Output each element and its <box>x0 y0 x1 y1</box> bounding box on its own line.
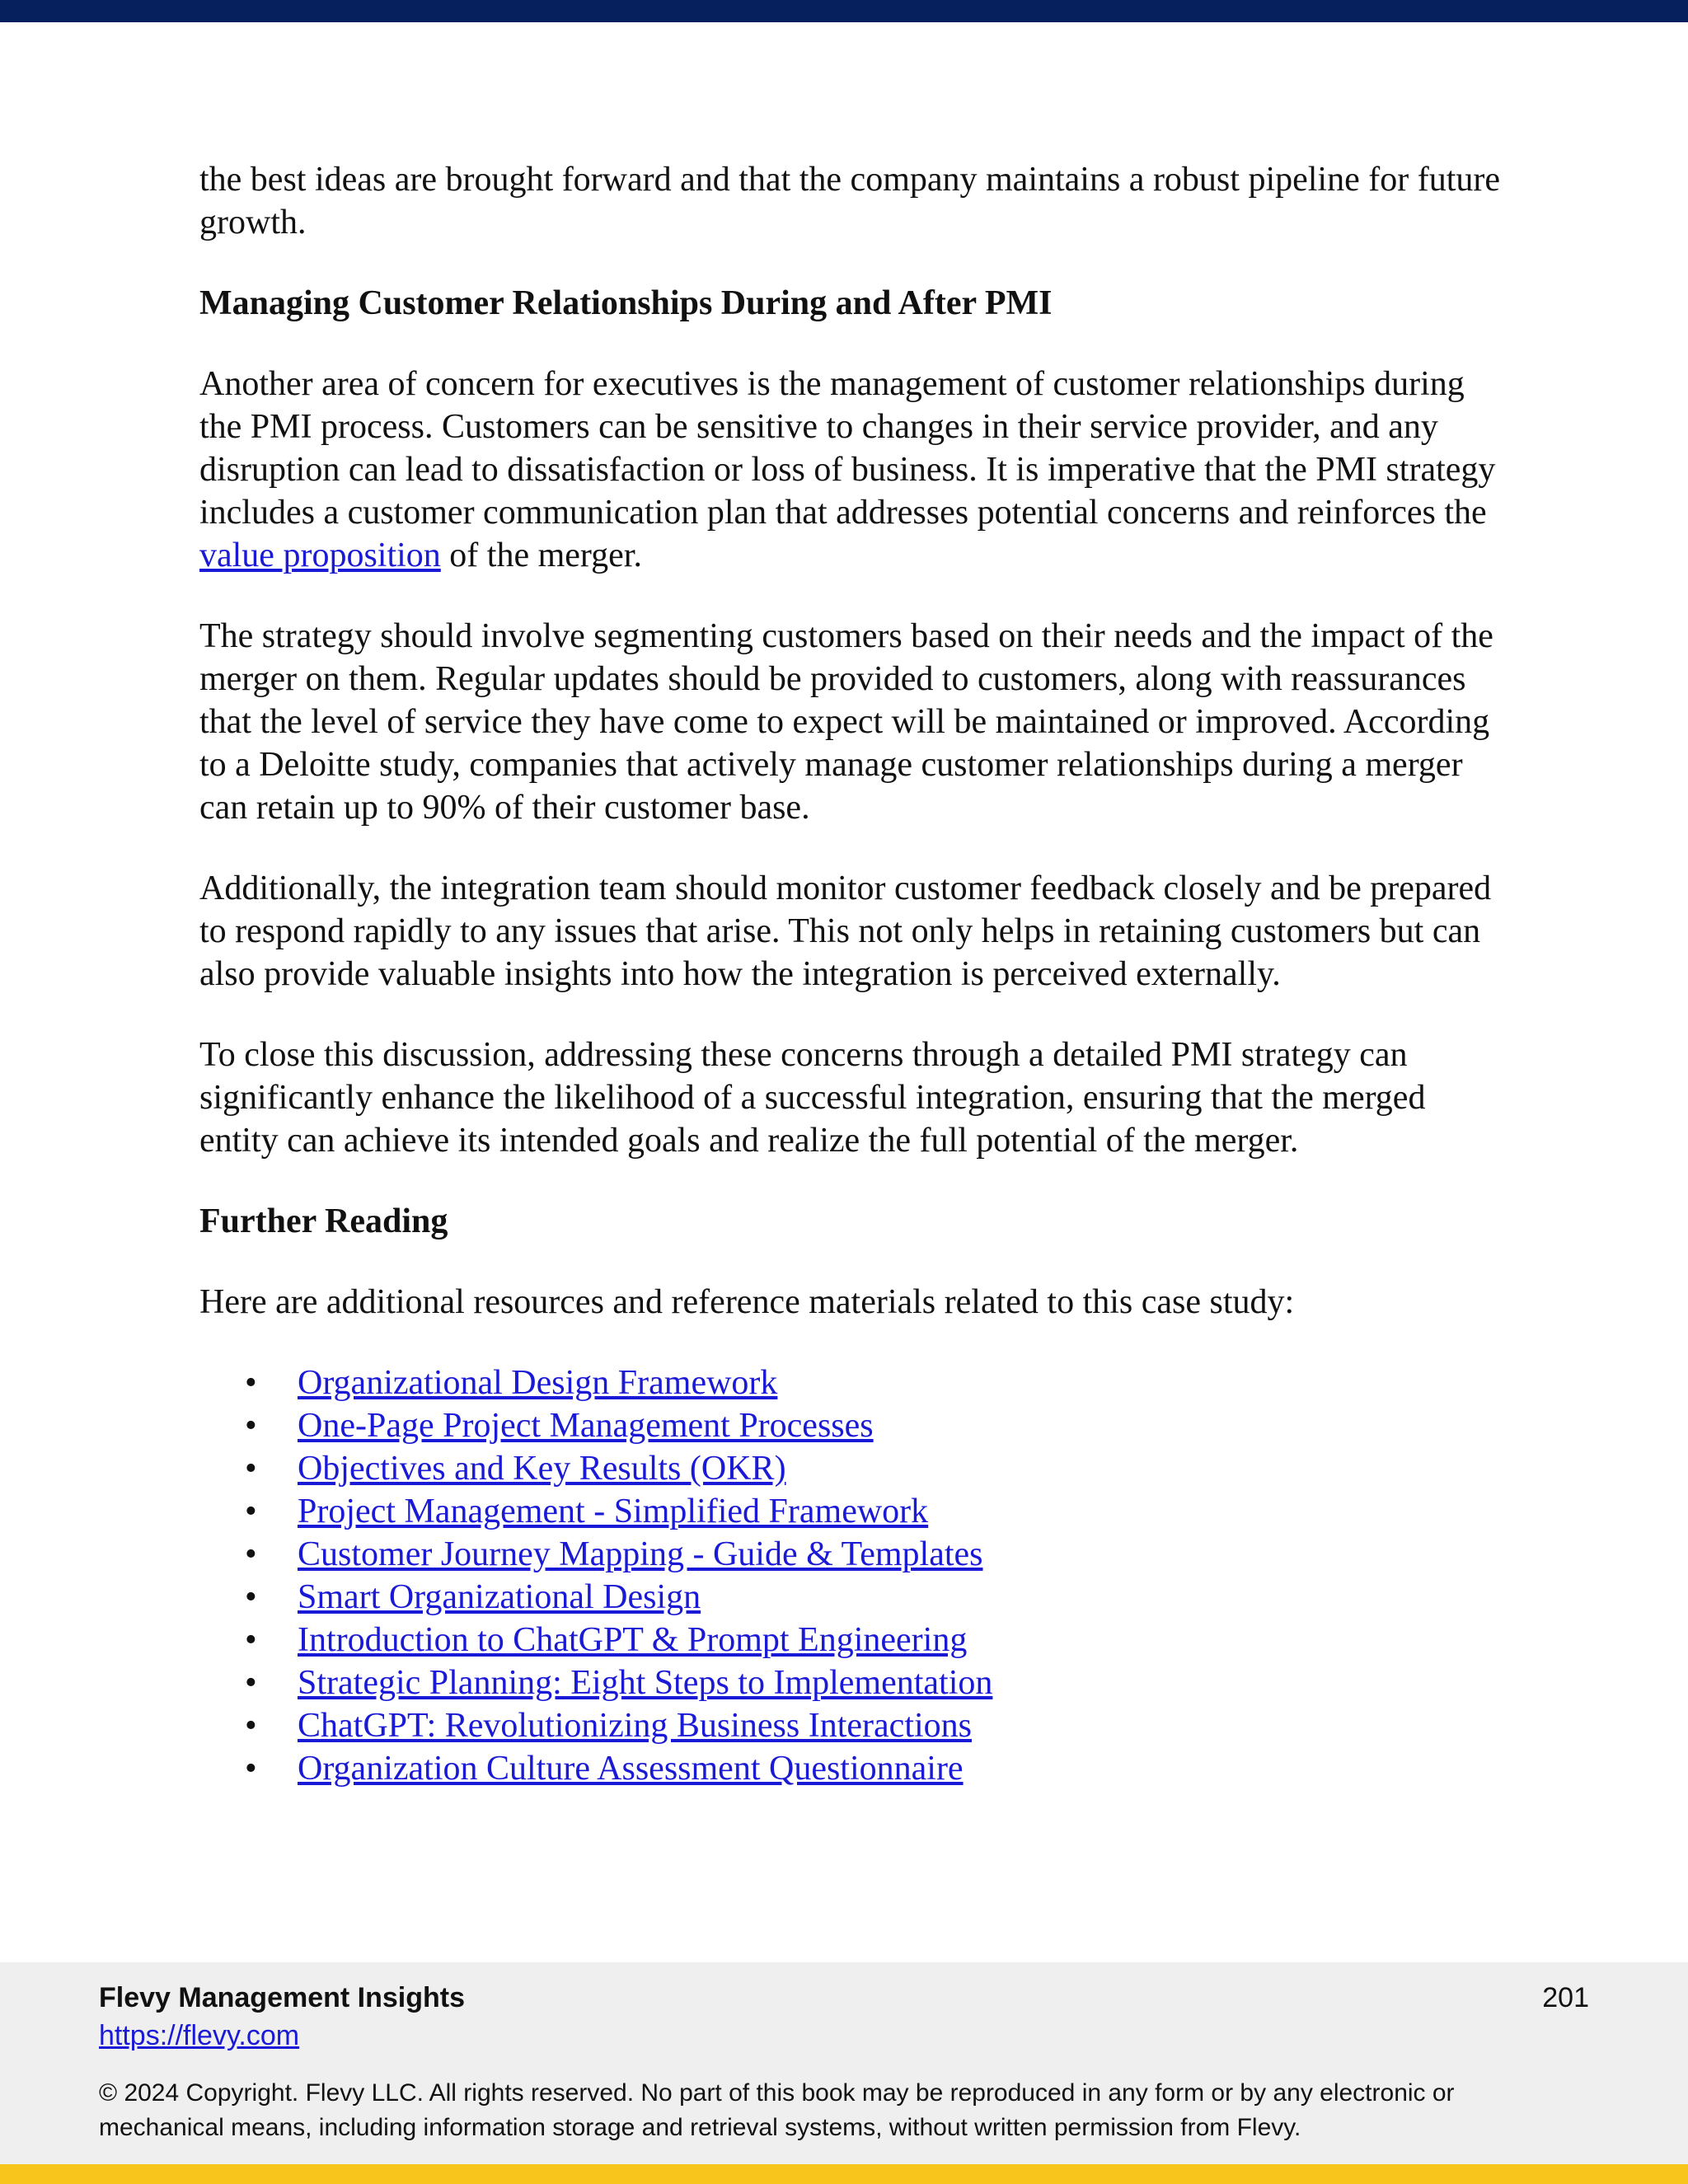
further-reading-link[interactable]: Smart Organizational Design <box>298 1578 701 1616</box>
list-item <box>199 1661 1502 1704</box>
further-reading-link[interactable]: One-Page Project Management Processes <box>298 1407 874 1445</box>
footer-url-link[interactable]: https://flevy.com <box>99 2020 300 2051</box>
list-item <box>199 1404 1502 1447</box>
bullet-icon: • <box>245 1664 257 1702</box>
bullet-icon: • <box>245 1535 257 1573</box>
customer-relationships-paragraph-1 <box>199 363 1502 577</box>
customer-relationships-paragraph-2: The strategy should involve segmenting customers based on their needs and the impact of the merger on them. Regular updates should be provided to customers, along with reassurances that the level of service they have come to expect will be maintained or improved. According to a Deloitte study, companies that actively manage customer relationships during a merger can retain up to 90% of their customer base. <box>199 617 1493 827</box>
further-reading-list <box>199 1361 1502 1790</box>
further-reading-link[interactable]: Strategic Planning: Eight Steps to Implementation <box>298 1664 993 1702</box>
bullet-icon: • <box>245 1493 257 1530</box>
list-item <box>199 1533 1502 1576</box>
value-proposition-link[interactable]: value proposition <box>199 537 441 574</box>
customer-relationships-paragraph-4: To close this discussion, addressing these concerns through a detailed PMI strategy can significantly enhance the likelihood of a successful integration, ensuring that the merged entity can achieve its intended goals and realize the full potential of the merger. <box>199 1036 1426 1160</box>
further-reading-link[interactable]: ChatGPT: Revolutionizing Business Interactions <box>298 1707 972 1745</box>
footer-brand: Flevy Management Insights <box>99 1982 465 2013</box>
further-reading-link[interactable]: Project Management - Simplified Framework <box>298 1493 929 1530</box>
list-item <box>199 1490 1502 1533</box>
bullet-icon: • <box>245 1621 257 1659</box>
list-item <box>199 1704 1502 1747</box>
list-item <box>199 1576 1502 1619</box>
bottom-accent-bar <box>0 2164 1688 2184</box>
bullet-icon: • <box>245 1407 257 1445</box>
page-footer <box>0 1962 1688 2164</box>
further-reading-link[interactable]: Organizational Design Framework <box>298 1364 778 1402</box>
section-heading-customer-relationships: Managing Customer Relationships During and After PMI <box>199 284 1053 322</box>
list-item <box>199 1747 1502 1790</box>
list-item <box>199 1619 1502 1661</box>
customer-relationships-paragraph-3: Additionally, the integration team should monitor customer feedback closely and be prepared to respond rapidly to any issues that arise. This not only helps in retaining customers but can also provide valuable insights into how the integration is perceived externally. <box>199 869 1492 993</box>
further-reading-link[interactable]: Organization Culture Assessment Questionnaire <box>298 1750 964 1788</box>
bullet-icon: • <box>245 1578 257 1616</box>
paragraph-text: Another area of concern for executives is the management of customer relationships during the PMI process. Customers can be sensitive to changes in their service provider, and any disruption can lead to dissatisfaction or loss of business. It is imperative that the PMI strategy includes a customer communication plan that addresses potential concerns and reinforces the <box>199 365 1496 532</box>
further-reading-intro: Here are additional resources and reference materials related to this case study: <box>199 1283 1295 1321</box>
bullet-icon: • <box>245 1364 257 1402</box>
further-reading-link[interactable]: Introduction to ChatGPT & Prompt Engineering <box>298 1621 968 1659</box>
further-reading-link[interactable]: Customer Journey Mapping - Guide & Templates <box>298 1535 983 1573</box>
top-header-bar <box>0 0 1688 22</box>
further-reading-heading: Further Reading <box>199 1202 448 1240</box>
bullet-icon: • <box>245 1750 257 1788</box>
page-number: 201 <box>1542 1982 1589 2013</box>
further-reading-link[interactable]: Objectives and Key Results (OKR) <box>298 1450 786 1488</box>
list-item <box>199 1447 1502 1490</box>
footer-copyright: © 2024 Copyright. Flevy LLC. All rights reserved. No part of this book may be reproduced in any form or by any electronic or mechanical means, including information storage and retrieval systems, without written permission from Flevy. <box>99 2079 1455 2141</box>
page-content <box>199 158 1502 1790</box>
list-item <box>199 1361 1502 1404</box>
paragraph-text: of the merger. <box>440 537 642 574</box>
intro-fragment-paragraph: the best ideas are brought forward and that the company maintains a robust pipeline for future growth. <box>199 161 1500 241</box>
bullet-icon: • <box>245 1707 257 1745</box>
bullet-icon: • <box>245 1450 257 1488</box>
